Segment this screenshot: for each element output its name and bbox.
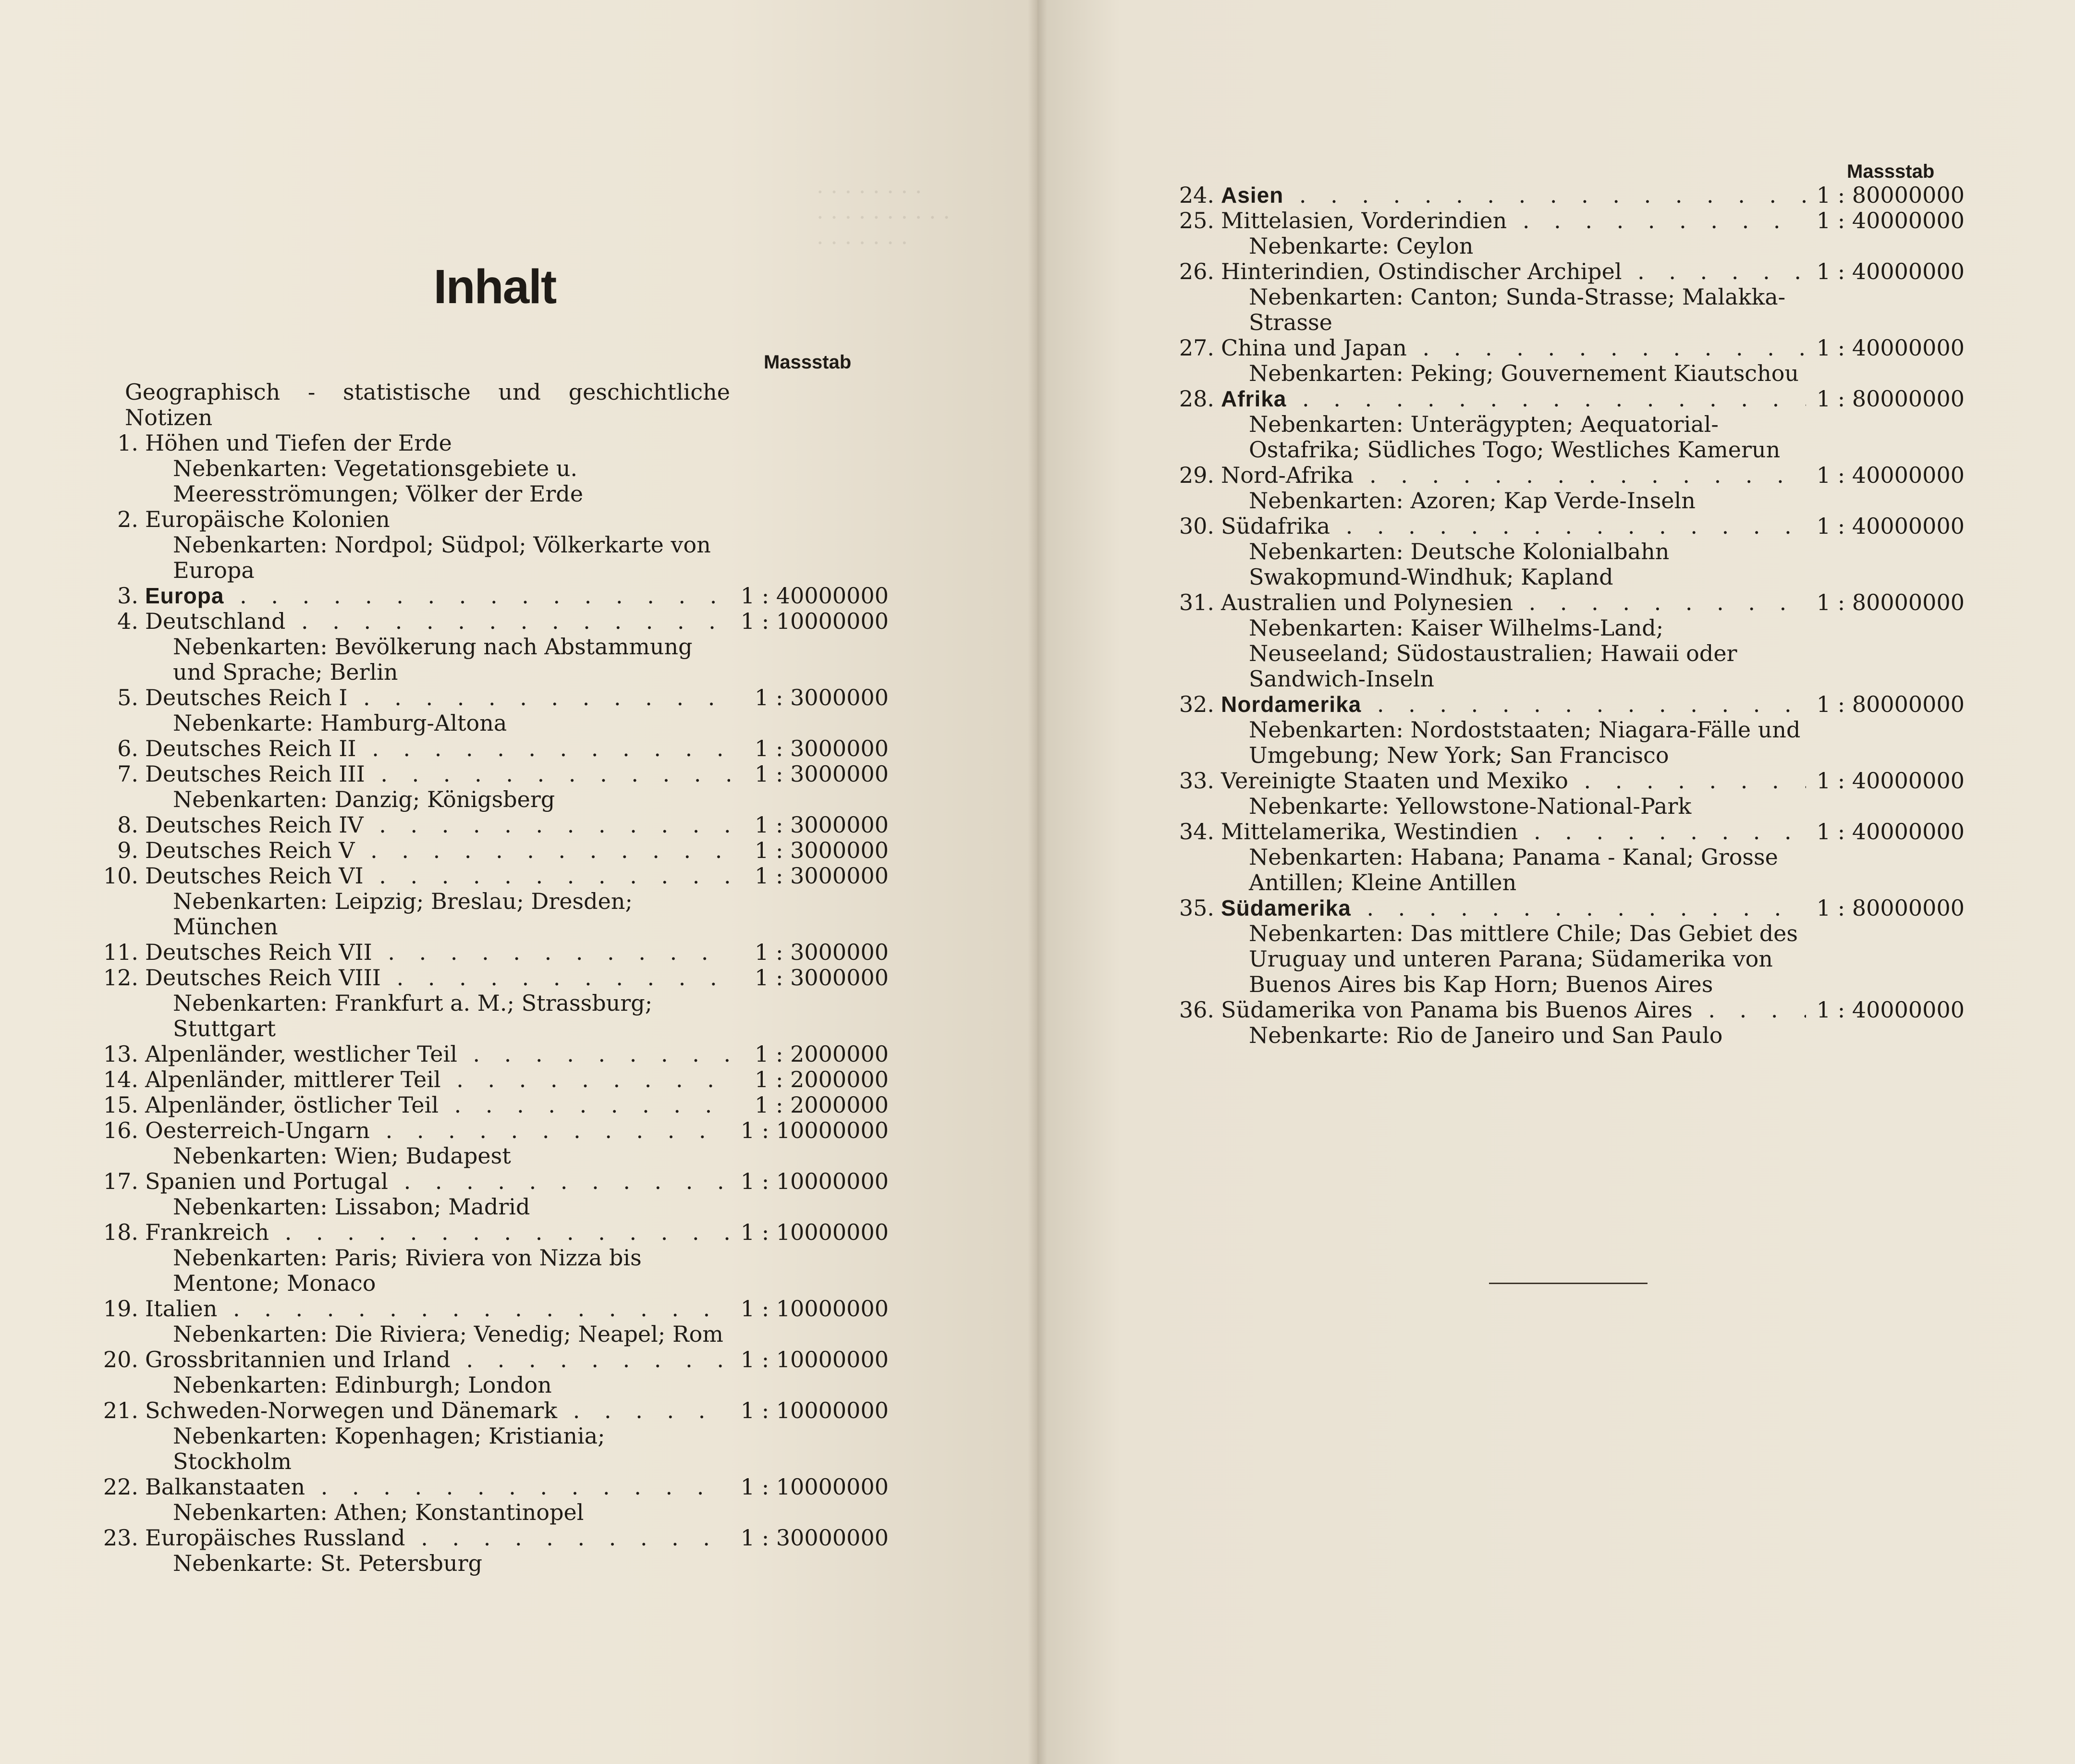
toc-entry-title-line xyxy=(1177,208,1806,233)
map-number: 3. xyxy=(117,583,138,609)
toc-entry-title-line xyxy=(101,430,730,456)
page-title: Inhalt xyxy=(433,260,556,314)
map-title: Alpenländer, östlicher Teil xyxy=(145,1092,439,1118)
map-scale: 1 : 10000000 xyxy=(740,1117,889,1143)
map-scale: 1 : 3000000 xyxy=(755,837,889,863)
toc-entry-title-line xyxy=(1177,514,1806,539)
toc-entry xyxy=(101,1092,889,1118)
map-scale: 1 : 80000000 xyxy=(1816,589,1965,615)
toc-entry-title-line xyxy=(1177,895,1806,921)
map-number: 8. xyxy=(117,812,138,838)
toc-entry-title-line xyxy=(1177,692,1806,717)
toc-entry xyxy=(101,1474,889,1500)
table-of-contents-right xyxy=(1177,183,1965,1048)
toc-entry xyxy=(101,1398,889,1423)
map-title: Deutsches Reich I xyxy=(145,685,348,710)
toc-entry xyxy=(1177,514,1965,539)
map-number: 27. xyxy=(1179,335,1214,361)
map-title: Deutsches Reich II xyxy=(145,736,356,761)
toc-entry xyxy=(101,965,889,991)
inset-maps-note: Nebenkarte: Ceylon xyxy=(1249,233,1474,259)
map-title: Asien xyxy=(1221,183,1284,208)
map-scale: 1 : 30000000 xyxy=(740,1525,889,1551)
toc-entry xyxy=(101,1525,889,1551)
inset-maps-note: Nebenkarten: Deutsche Kolonialbahn Swakopmund-Windhuk; Kapland xyxy=(1249,539,1670,590)
map-scale: 1 : 40000000 xyxy=(1816,513,1965,539)
toc-entry xyxy=(1177,259,1965,284)
map-title: Hinterindien, Ostindischer Archipel xyxy=(1221,259,1622,284)
inset-maps-note: Nebenkarten: Edinburgh; London xyxy=(173,1372,552,1398)
map-number: 11. xyxy=(103,940,138,965)
toc-entry-title-line xyxy=(101,1118,730,1143)
map-title: Frankreich xyxy=(145,1220,269,1245)
inset-maps-note: Nebenkarten: Nordoststaaten; Niagara-Fälle und Umgebung; New York; San Francisco xyxy=(1249,717,1801,768)
map-number: 20. xyxy=(103,1347,138,1372)
map-number: 29. xyxy=(1179,463,1214,488)
map-title: Grossbritannien und Irland xyxy=(145,1347,451,1372)
toc-entry-title-line xyxy=(1177,386,1806,412)
map-scale: 1 : 80000000 xyxy=(1816,895,1965,921)
map-number: 4. xyxy=(117,609,138,634)
map-title: Deutsches Reich V xyxy=(145,838,355,863)
toc-entry xyxy=(101,609,889,634)
map-scale: 1 : 40000000 xyxy=(1816,335,1965,361)
toc-entry-title-line xyxy=(1177,463,1806,488)
map-number: 12. xyxy=(103,965,138,991)
map-title: Oesterreich-Ungarn xyxy=(145,1118,370,1143)
map-title: Spanien und Portugal xyxy=(145,1169,388,1194)
toc-entry-title-line xyxy=(101,685,730,710)
end-rule-divider xyxy=(1489,1283,1648,1284)
inset-maps-note: Nebenkarten: Canton; Sunda-Strasse; Malakka-Strasse xyxy=(1249,284,1786,335)
inset-maps-note: Nebenkarte: Yellowstone-National-Park xyxy=(1249,793,1692,819)
intro-heading: Geographisch - statistische und geschichtliche Notizen xyxy=(125,379,730,430)
map-scale: 1 : 40000000 xyxy=(1816,997,1965,1023)
inset-maps-note: Nebenkarten: Bevölkerung nach Abstammung und Sprache; Berlin xyxy=(173,634,693,685)
toc-entry xyxy=(101,838,889,863)
map-title: Deutsches Reich III xyxy=(145,761,365,787)
inset-maps-note: Nebenkarten: Habana; Panama - Kanal; Grosse Antillen; Kleine Antillen xyxy=(1249,844,1778,895)
map-title: Südafrika xyxy=(1221,514,1330,539)
map-scale: 1 : 40000000 xyxy=(1816,258,1965,284)
map-title: Balkanstaaten xyxy=(145,1474,305,1500)
map-title: Nord-Afrika xyxy=(1221,463,1354,488)
inset-maps-note: Nebenkarten: Die Riviera; Venedig; Neapel; Rom xyxy=(173,1321,723,1347)
toc-entry xyxy=(1177,997,1965,1023)
map-scale: 1 : 10000000 xyxy=(740,1219,889,1245)
map-title: Europa xyxy=(145,583,224,608)
map-scale: 1 : 40000000 xyxy=(1816,462,1965,488)
map-scale: 1 : 40000000 xyxy=(1816,208,1965,233)
map-number: 28. xyxy=(1179,386,1214,412)
map-number: 17. xyxy=(103,1169,138,1194)
map-number: 23. xyxy=(103,1525,138,1551)
toc-entry xyxy=(101,761,889,787)
map-title: Alpenländer, westlicher Teil xyxy=(145,1041,457,1067)
inset-maps-note: Nebenkarten: Lissabon; Madrid xyxy=(173,1194,530,1220)
map-number: 6. xyxy=(117,736,138,761)
toc-entry xyxy=(1177,208,1965,233)
map-title: Südamerika xyxy=(1221,895,1351,920)
book-gutter xyxy=(1028,0,1047,1764)
toc-entry xyxy=(1177,692,1965,717)
map-scale: 1 : 3000000 xyxy=(755,863,889,889)
map-number: 5. xyxy=(117,685,138,710)
inset-maps-note: Nebenkarten: Azoren; Kap Verde-Inseln xyxy=(1249,488,1696,514)
toc-entry-title-line xyxy=(101,609,730,634)
toc-entry xyxy=(101,940,889,965)
map-scale: 1 : 2000000 xyxy=(755,1092,889,1118)
toc-entry-title-line xyxy=(101,1169,730,1194)
map-scale: 1 : 3000000 xyxy=(755,812,889,838)
inset-maps-note: Nebenkarten: Kaiser Wilhelms-Land; Neuseeland; Südostaustralien; Hawaii oder Sandwich-Inseln xyxy=(1249,615,1737,692)
map-scale: 1 : 10000000 xyxy=(740,1296,889,1322)
inset-maps-note: Nebenkarten: Nordpol; Südpol; Völkerkarte von Europa xyxy=(173,532,711,583)
map-title: Höhen und Tiefen der Erde xyxy=(145,430,452,456)
toc-entry-title-line xyxy=(101,736,730,761)
map-scale: 1 : 3000000 xyxy=(755,939,889,965)
toc-entry-title-line xyxy=(101,583,730,609)
map-number: 2. xyxy=(117,507,138,532)
toc-entry xyxy=(101,507,889,532)
map-number: 34. xyxy=(1179,819,1214,845)
inset-maps-note: Nebenkarten: Kopenhagen; Kristiania; Stockholm xyxy=(173,1423,605,1474)
toc-entry-title-line xyxy=(101,1220,730,1245)
toc-entry-title-line xyxy=(101,1525,730,1551)
map-title: Afrika xyxy=(1221,386,1287,411)
map-number: 33. xyxy=(1179,768,1214,794)
map-number: 18. xyxy=(103,1220,138,1245)
map-number: 9. xyxy=(117,838,138,863)
toc-entry-title-line xyxy=(101,812,730,838)
toc-entry xyxy=(1177,335,1965,361)
toc-entry xyxy=(101,1067,889,1092)
toc-entry xyxy=(101,430,889,456)
toc-entry xyxy=(1177,386,1965,412)
map-title: Vereinigte Staaten und Mexiko xyxy=(1221,768,1568,794)
inset-maps-note: Nebenkarte: St. Petersburg xyxy=(173,1550,483,1576)
toc-entry xyxy=(1177,819,1965,845)
map-title: Italien xyxy=(145,1296,218,1322)
map-number: 1. xyxy=(117,430,138,456)
map-title: Nordamerika xyxy=(1221,692,1362,717)
toc-entry-title-line xyxy=(1177,997,1806,1023)
scale-column-header: Massstab xyxy=(764,352,852,373)
inset-maps-note: Nebenkarten: Leipzig; Breslau; Dresden; München xyxy=(173,888,633,940)
toc-entry xyxy=(101,583,889,609)
map-scale: 1 : 40000000 xyxy=(1816,768,1965,794)
map-scale: 1 : 10000000 xyxy=(740,1474,889,1500)
toc-entry-title-line xyxy=(101,940,730,965)
map-scale: 1 : 2000000 xyxy=(755,1041,889,1067)
map-number: 26. xyxy=(1179,259,1214,284)
map-title: Deutsches Reich VII xyxy=(145,940,372,965)
toc-entry xyxy=(101,863,889,889)
toc-entry-title-line xyxy=(101,1296,730,1322)
toc-entry-title-line xyxy=(101,1067,730,1092)
toc-entry-title-line xyxy=(101,1347,730,1372)
map-title: Europäische Kolonien xyxy=(145,507,390,532)
toc-entry xyxy=(101,1118,889,1143)
right-page xyxy=(1038,0,2075,1764)
toc-entry-title-line xyxy=(101,838,730,863)
map-scale: 1 : 3000000 xyxy=(755,965,889,991)
map-number: 13. xyxy=(103,1041,138,1067)
toc-entry-title-line xyxy=(1177,768,1806,794)
map-title: Mittelamerika, Westindien xyxy=(1221,819,1518,845)
inset-maps-note: Nebenkarten: Wien; Budapest xyxy=(173,1143,511,1169)
inset-maps-note: Nebenkarten: Frankfurt a. M.; Strassburg; Stuttgart xyxy=(173,990,653,1041)
toc-entry xyxy=(1177,463,1965,488)
map-title: Australien und Polynesien xyxy=(1221,590,1514,615)
map-scale: 1 : 10000000 xyxy=(740,1347,889,1372)
map-title: Deutschland xyxy=(145,609,286,634)
map-number: 7. xyxy=(117,761,138,787)
toc-entry xyxy=(101,1169,889,1194)
map-number: 22. xyxy=(103,1474,138,1500)
inset-maps-note: Nebenkarten: Unterägypten; Aequatorial-Ostafrika; Südliches Togo; Westliches Kamerun xyxy=(1249,411,1781,463)
toc-entry-title-line xyxy=(1177,819,1806,845)
map-scale: 1 : 80000000 xyxy=(1816,182,1965,208)
map-title: Alpenländer, mittlerer Teil xyxy=(145,1067,441,1092)
toc-entry xyxy=(101,1220,889,1245)
inset-maps-note: Nebenkarten: Peking; Gouvernement Kiautschou xyxy=(1249,360,1799,386)
map-title: China und Japan xyxy=(1221,335,1407,361)
toc-entry xyxy=(101,736,889,761)
map-number: 24. xyxy=(1179,183,1214,208)
map-scale: 1 : 40000000 xyxy=(1816,819,1965,845)
map-scale: 1 : 3000000 xyxy=(755,761,889,787)
toc-entry xyxy=(1177,183,1965,208)
map-number: 25. xyxy=(1179,208,1214,233)
toc-entry-title-line xyxy=(1177,335,1806,361)
toc-entry-title-line xyxy=(101,507,730,532)
toc-entry xyxy=(1177,895,1965,921)
inset-maps-note: Nebenkarten: Das mittlere Chile; Das Gebiet des Uruguay und unteren Parana; Südamerika von Buenos Aires bis Kap Horn; Buenos Aires xyxy=(1249,920,1798,997)
toc-entry-title-line xyxy=(101,1092,730,1118)
map-number: 32. xyxy=(1179,692,1214,717)
map-title: Deutsches Reich VIII xyxy=(145,965,381,991)
toc-entry xyxy=(101,812,889,838)
map-title: Mittelasien, Vorderindien xyxy=(1221,208,1507,233)
map-number: 15. xyxy=(103,1092,138,1118)
inset-maps-note: Nebenkarte: Rio de Janeiro und San Paulo xyxy=(1249,1022,1723,1048)
map-number: 10. xyxy=(103,863,138,889)
map-scale: 1 : 3000000 xyxy=(755,735,889,761)
map-title: Deutsches Reich IV xyxy=(145,812,364,838)
toc-entry xyxy=(1177,590,1965,615)
inset-maps-note: Nebenkarten: Athen; Konstantinopel xyxy=(173,1499,584,1525)
map-number: 36. xyxy=(1179,997,1214,1023)
inset-maps-note: Nebenkarte: Hamburg-Altona xyxy=(173,710,507,736)
toc-entry xyxy=(101,685,889,710)
map-title: Europäisches Russland xyxy=(145,1525,405,1551)
map-scale: 1 : 10000000 xyxy=(740,1168,889,1194)
toc-entry-title-line xyxy=(101,863,730,889)
map-number: 14. xyxy=(103,1067,138,1092)
scale-column-header: Massstab xyxy=(1847,161,1935,182)
map-scale: 1 : 10000000 xyxy=(740,608,889,634)
toc-entry xyxy=(1177,768,1965,794)
map-title: Südamerika von Panama bis Buenos Aires xyxy=(1221,997,1693,1023)
map-number: 19. xyxy=(103,1296,138,1322)
toc-entry xyxy=(101,1347,889,1372)
toc-entry xyxy=(101,1296,889,1322)
map-number: 35. xyxy=(1179,895,1214,921)
map-number: 21. xyxy=(103,1398,138,1423)
map-scale: 1 : 40000000 xyxy=(740,583,889,609)
toc-entry-title-line xyxy=(101,965,730,991)
map-number: 16. xyxy=(103,1118,138,1143)
table-of-contents-left xyxy=(101,380,889,1576)
toc-entry-title-line xyxy=(101,1398,730,1423)
map-number: 30. xyxy=(1179,514,1214,539)
map-title: Schweden-Norwegen und Dänemark xyxy=(145,1398,558,1423)
map-scale: 1 : 80000000 xyxy=(1816,386,1965,412)
map-scale: 1 : 3000000 xyxy=(755,685,889,710)
map-title: Deutsches Reich VI xyxy=(145,863,364,889)
inset-maps-note: Nebenkarten: Danzig; Königsberg xyxy=(173,786,555,812)
map-scale: 1 : 2000000 xyxy=(755,1066,889,1092)
map-scale: 1 : 80000000 xyxy=(1816,691,1965,717)
map-scale: 1 : 10000000 xyxy=(740,1397,889,1423)
show-through-text: . . . . . . . . . . . . . . . . . . . . . . . . . xyxy=(817,172,950,249)
toc-entry-title-line xyxy=(101,1041,730,1067)
toc-entry-title-line xyxy=(1177,183,1806,208)
toc-entry xyxy=(101,1041,889,1067)
inset-maps-note: Nebenkarten: Vegetationsgebiete u. Meeresströmungen; Völker der Erde xyxy=(173,455,584,507)
toc-entry-title-line xyxy=(1177,590,1806,615)
toc-entry-title-line xyxy=(101,761,730,787)
map-number: 31. xyxy=(1179,590,1214,615)
inset-maps-note: Nebenkarten: Paris; Riviera von Nizza bis Mentone; Monaco xyxy=(173,1245,642,1296)
toc-entry-title-line xyxy=(1177,259,1806,284)
toc-entry-title-line xyxy=(101,1474,730,1500)
